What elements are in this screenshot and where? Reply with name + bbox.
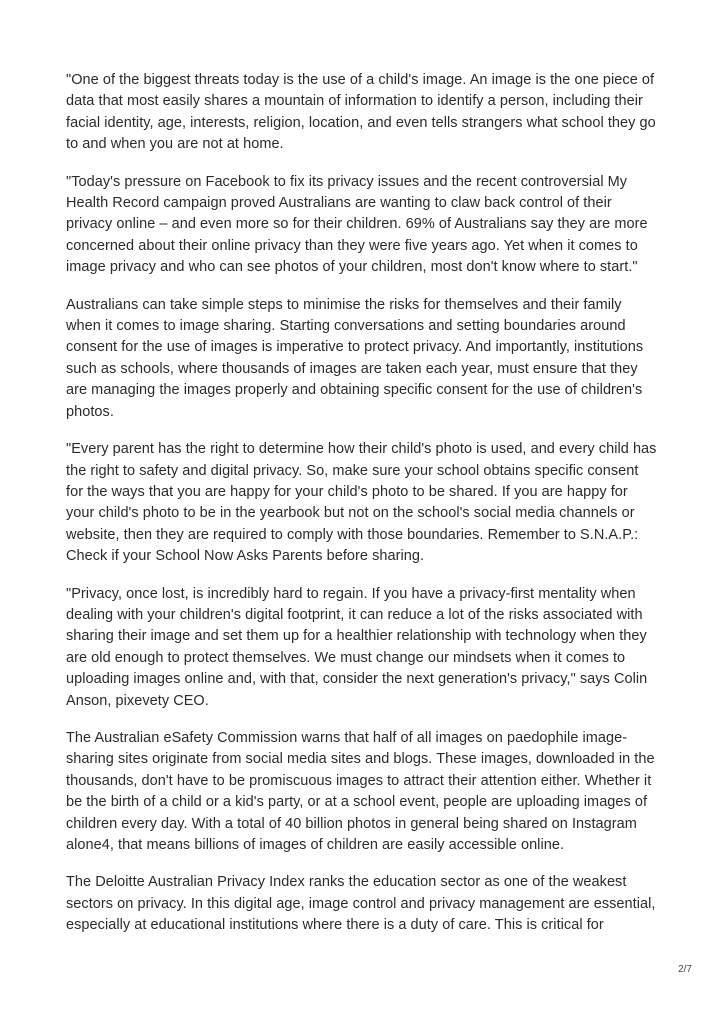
page-number: 2/7 — [678, 964, 692, 975]
paragraph-quote-facebook-privacy: "Today's pressure on Facebook to fix its privacy issues and the recent controversial My Health Record campaign proved Australians are wanting to claw back control of their privacy online – and even more so for their children. 69% of Australians say they are more concerned about their online privacy than they were five years ago. Yet when it comes to image privacy and who can see photos of your children, most don't know where to start." — [66, 173, 648, 276]
paragraph-simple-steps: Australians can take simple steps to minimise the risks for themselves and their family when it comes to image sharing. Starting conversations and setting boundaries around consent for the use of images is imperative to protect privacy. And importantly, institutions such as schools, where thousands of images are taken each year, must ensure that they are managing the images properly and obtaining specific consent for the use of children's photos. — [66, 296, 644, 420]
paragraph-quote-parent-rights: "Every parent has the right to determine how their child's photo is used, and every child has the right to safety and digital privacy. So, make sure your school obtains specific consent for the ways that you are happy for your child's photo to be shared. If you are happy for your child's photo to be in the yearbook but not on the school's social media channels or website, then they are required to comply with those boundaries. Remember to S.N.A.P.: Check if your School Now Asks Parents before sharing. — [66, 441, 657, 565]
paragraph-deloitte-index: The Deloitte Australian Privacy Index ranks the education sector as one of the weakest sectors on privacy. In this digital age, image control and privacy management are essential, especially at educational institutions where there is a duty of care. This is critical for — [66, 874, 656, 934]
article-body — [66, 70, 658, 953]
paragraph-quote-child-image: "One of the biggest threats today is the use of a child's image. An image is the one piece of data that most easily shares a mountain of information to identify a person, including their facial identity, age, interests, religion, location, and even tells strangers what school they go to and when you are not at home. — [66, 72, 656, 153]
paragraph-esafety-commission: The Australian eSafety Commission warns that half of all images on paedophile image-sharing sites originate from social media sites and blogs. These images, downloaded in the thousands, don't have to be promiscuous images to attract their attention either. Whether it be the birth of a child or a kid's party, or at a school event, people are uploading images of children every day. With a total of 40 billion photos in general being shared on Instagram alone4, that means billions of images of children are easily accessible online. — [66, 729, 655, 853]
paragraph-quote-privacy-lost: "Privacy, once lost, is incredibly hard to regain. If you have a privacy-first mentality when dealing with your children's digital footprint, it can reduce a lot of the risks associated with sharing their image and set them up for a healthier relationship with technology when they are old enough to protect themselves. We must change our mindsets when it comes to uploading images online and, with that, consider the next generation's privacy," says Colin Anson, pixevety CEO. — [66, 585, 648, 709]
